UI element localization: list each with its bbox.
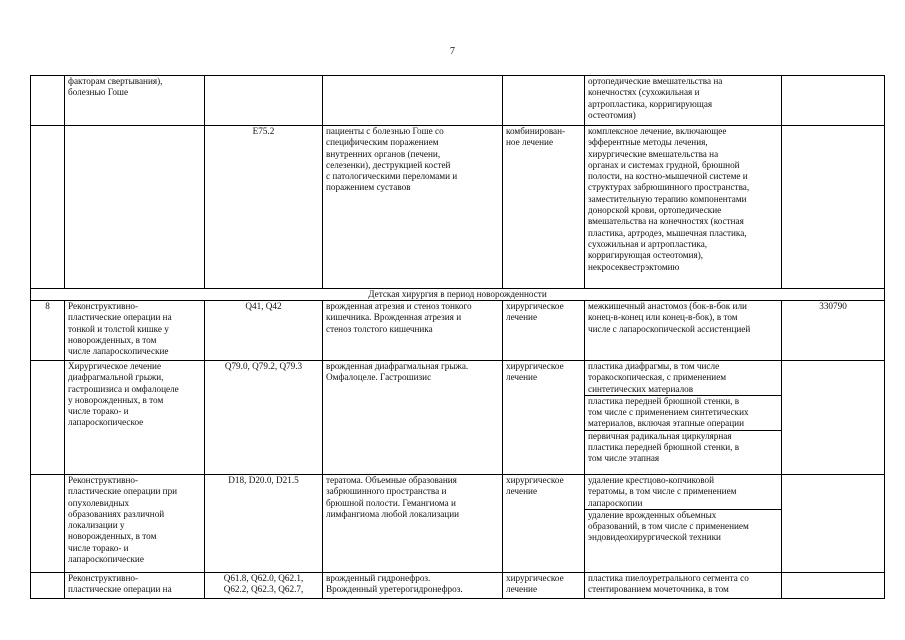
icd-code-cell: E75.2 — [205, 126, 323, 289]
medical-care-table — [30, 75, 885, 599]
row-number-cell — [31, 573, 65, 599]
patient-model-cell: врожденный гидронефроз. Врожденный уретерогидронефроз. — [323, 573, 503, 599]
cost-cell — [782, 126, 885, 289]
row-number-cell — [31, 76, 65, 126]
treatment-type-cell: хирургическое лечение — [503, 475, 585, 573]
care-type-cell — [65, 126, 205, 289]
cost-cell — [782, 361, 885, 475]
care-type-cell: Хирургическое лечение диафрагмальной грыжи, гастрошизиса и омфалоцеле у новорожденных, в том числе торако- и лапароскопическое — [65, 361, 205, 475]
patient-model-cell: врожденная диафрагмальная грыжа. Омфалоцеле. Гастрошизис — [323, 361, 503, 475]
treatment-method-option: первичная радикальная циркулярная пластика передней брюшной стенки, в том числе этапная — [588, 430, 740, 464]
patient-model-cell: врожденная атрезия и стеноз тонкого кишечника. Врожденная атрезия и стеноз толстого кишечника — [323, 301, 503, 361]
table-row — [31, 126, 885, 289]
treatment-method-option: пластика передней брюшной стенки, в том числе с применением синтетических материалов, включая этапные операции — [585, 396, 781, 431]
page-number: 7 — [450, 46, 455, 57]
treatment-type-cell: хирургическое лечение — [503, 361, 585, 475]
treatment-method-option: удаление крестцово-копчиковой тератомы, в том числе с применением лапароскопии — [585, 475, 781, 510]
treatment-method-cell: ортопедические вмешательства на конечностях (сухожильная и артропластика, корригирующая остеотомия) — [585, 76, 782, 126]
treatment-method-cell — [585, 361, 782, 475]
icd-code-cell: D18, D20.0, D21.5 — [205, 475, 323, 573]
treatment-type-cell: хирургическое лечение — [503, 301, 585, 361]
row-number-cell — [31, 361, 65, 475]
cost-cell — [782, 573, 885, 599]
icd-code-cell: Q79.0, Q79.2, Q79.3 — [205, 361, 323, 475]
patient-model-cell: пациенты с болезнью Гоше со специфическим поражением внутренних органов (печени, селезенки), деструкцией костей с патологическими переломами и поражением суставов — [323, 126, 503, 289]
care-type-cell: Реконструктивно- пластические операции при опухолевидных образованиях различной локализации у новорожденных, в том числе торако- и лапароскопические — [65, 475, 205, 573]
treatment-method-option: пластика диафрагмы, в том числе торакоскопическая, с применением синтетических материалов — [585, 361, 781, 396]
care-type-cell: факторам свертывания), болезнью Гоше — [65, 76, 205, 126]
treatment-method-cell — [585, 475, 782, 573]
table-row — [31, 361, 885, 475]
cost-cell — [782, 76, 885, 126]
care-type-cell: Реконструктивно- пластические операции на — [65, 573, 205, 599]
treatment-method-cell: межкишечный анастомоз (бок-в-бок или конец-в-конец или конец-в-бок), в том числе с лапароскопической ассистенцией — [585, 301, 782, 361]
patient-model-cell: тератома. Объемные образования забрюшинного пространства и брюшной полости. Гемангиома и лимфангиома любой локализации — [323, 475, 503, 573]
table-row — [31, 301, 885, 361]
table-row — [31, 573, 885, 599]
treatment-method-option: удаление врожденных объемных образований, в том числе с применением эндовидеохирургической техники — [588, 509, 749, 543]
treatment-method-cell: пластика пиелоуретрального сегмента со стентированием мочеточника, в том — [585, 573, 782, 599]
row-number-cell — [31, 475, 65, 573]
row-number-cell — [31, 126, 65, 289]
cost-cell: 330790 — [782, 301, 885, 361]
treatment-method-cell: комплексное лечение, включающее эфферентные методы лечения, хирургические вмешательства на органах и системах грудной, брюшной полости, на костно-мышечной системе и структурах забрюшинного пространства, заместительную терапию компонентами донорской крови, ортопедические вмешательства на конечностях (костная пластика, артродез, мышечная пластика, сухожильная и артропластика, корригирующая остеотомия), некросеквестрэктомию — [585, 126, 782, 289]
icd-code-cell — [205, 76, 323, 126]
patient-model-cell — [323, 76, 503, 126]
treatment-type-cell: хирургическое лечение — [503, 573, 585, 599]
treatment-type-cell — [503, 76, 585, 126]
table-row — [31, 475, 885, 573]
treatment-type-cell: комбинирован- ное лечение — [503, 126, 585, 289]
section-row — [31, 289, 885, 301]
cost-cell — [782, 475, 885, 573]
row-number-cell: 8 — [31, 301, 65, 361]
table-row — [31, 76, 885, 126]
icd-code-cell: Q41, Q42 — [205, 301, 323, 361]
care-type-cell: Реконструктивно- пластические операции на тонкой и толстой кишке у новорожденных, в том числе лапароскопические — [65, 301, 205, 361]
icd-code-cell: Q61.8, Q62.0, Q62.1, Q62.2, Q62.3, Q62.7, — [205, 573, 323, 599]
section-title: Детская хирургия в период новорожденности — [31, 289, 885, 301]
